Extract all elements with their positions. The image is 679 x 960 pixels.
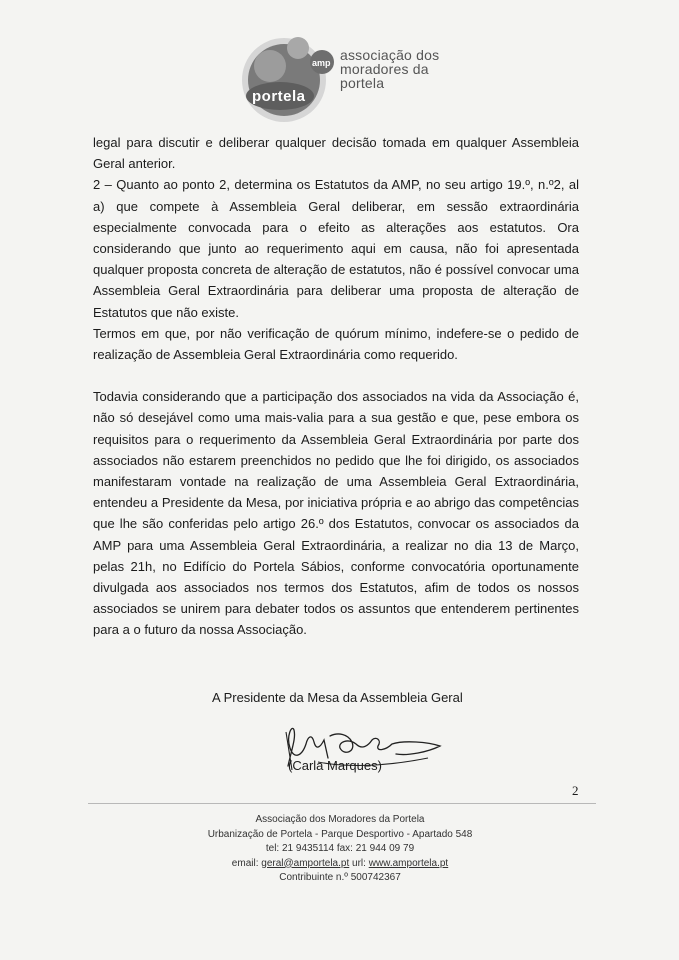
- logo-name: portela: [252, 88, 306, 105]
- signature-title: A Presidente da Mesa da Assembleia Geral: [212, 690, 463, 705]
- website-link[interactable]: www.amportela.pt: [368, 857, 449, 869]
- logo-wordmark: [340, 48, 439, 90]
- logo-line-3: portela: [340, 75, 385, 91]
- footer-divider: [88, 803, 596, 804]
- logo-line-1: associação dos: [340, 47, 440, 63]
- amp-logo: [240, 28, 470, 128]
- footer-contacts: [180, 857, 500, 872]
- url-label: url:: [352, 857, 366, 869]
- email-link[interactable]: geral@amportela.pt: [261, 857, 350, 869]
- logo-badge: amp: [312, 58, 331, 68]
- footer-address: Urbanização de Portela - Parque Desportivo - Apartado 548: [207, 828, 473, 840]
- letter-body: [93, 132, 579, 641]
- email-label: email:: [231, 857, 259, 869]
- paragraph: legal para discutir e deliberar qualquer decisão tomada em qualquer Assembleia Geral anterior.: [93, 135, 579, 172]
- footer-phones: tel: 21 9435114 fax: 21 944 09 79: [265, 843, 415, 854]
- paragraph: Todavia considerando que a participação dos associados na vida da Associação é, não só desejável como uma mais-valia para a sua gestão e que, pese embora os requisitos para o requerimento da Assembleia Geral Extraordinária por parte dos associados não estarem preenchidos no pedido que lhe foi dirigido, os associados manifestaram vontade na realização de uma Assembleia Geral Extraordinária, entendeu a Presidente da Mesa, por iniciativa própria e ao abrigo das competências que lhe são conferidas pelo artigo 26.º dos Estatutos, convocar os associados da AMP para uma Assembleia Geral Extraordinária, a realizar no dia 13 de Março, pelas 21h, no Edifício do Portela Sábios, conforme convocatória oportunamente divulgada aos associados nos termos dos Estatutos, afim de todos os nossos associados se unirem para debater todos os assuntos que entenderem pertinentes para a o futuro da nossa Associação.: [93, 389, 579, 638]
- signatory-name: (Carla Marques): [288, 758, 382, 773]
- page-number: 2: [572, 783, 579, 798]
- logo-line-2: moradores da: [340, 61, 429, 77]
- paragraph: Termos em que, por não verificação de quórum mínimo, indefere-se o pedido de realização de Assembleia Geral Extraordinária como requerido.: [93, 325, 579, 363]
- footer-org: Associação dos Moradores da Portela: [255, 814, 425, 825]
- footer-nif: Contribuinte n.º 500742367: [279, 872, 401, 883]
- footer: [180, 813, 500, 886]
- paragraph: 2 – Quanto ao ponto 2, determina os Estatutos da AMP, no seu artigo 19.º, n.º2, al a) que compete à Assembleia Geral deliberar, em sessão extraordinária especialmente convocada para o efeito as alterações aos estatutos. Ora considerando que junto ao requerimento aqui em causa, não foi apresentada qualquer proposta concreta de alteração de estatutos, não é possível convocar uma Assembleia Geral Extraordinária para deliberar uma proposta de alteração de Estatutos que não existe.: [93, 177, 579, 320]
